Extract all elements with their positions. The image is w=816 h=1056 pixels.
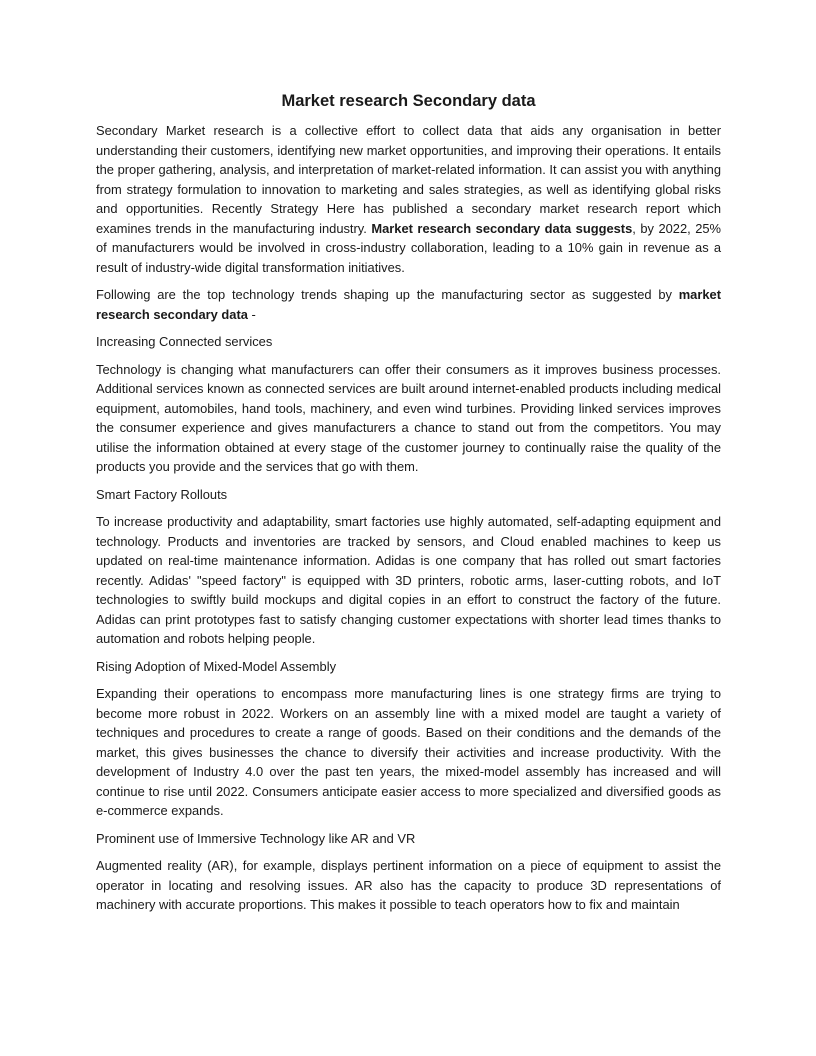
intro-p1-text: Secondary Market research is a collective effort to collect data that aids any organisation in better understanding their customers, identifying new market opportunities, and improving their operations. It entails the proper gathering, analysis, and interpretation of market-related information. It can assist you with anything from strategy formulation to innovation to marketing and sales strategies, as well as identifying global risks and opportunities. Recently Strategy Here has published a secondary market research report which examines trends in the manufacturing industry. xyxy=(96,123,721,236)
section-body-connected-services: Technology is changing what manufacturers can offer their consumers as it improves business processes. Additional services known as connected services are built around internet-enabled products including medical equipment, automobiles, hand tools, machinery, and even wind turbines. Providing linked services improves the consumer experience and gives manufacturers a chance to stand out from the competitors. You may utilise the information obtained at every stage of the customer journey to continually raise the quality of the products you provide and the services that go with them. xyxy=(96,361,721,474)
intro-paragraph-1 xyxy=(96,121,721,277)
intro-paragraph-2 xyxy=(96,285,721,324)
section-heading-immersive-tech: Prominent use of Immersive Technology like AR and VR xyxy=(96,830,416,846)
document-title: Market research Secondary data xyxy=(281,92,536,110)
document-page xyxy=(96,92,721,923)
section-body-smart-factory: To increase productivity and adaptability, smart factories use highly automated, self-adapting equipment and technology. Products and inventories are tracked by sensors, and Cloud enabled machines to keep us updated on real-time maintenance information. Adidas is one company that has rolled out smart factories recently. Adidas' "speed factory" is equipped with 3D printers, robotic arms, laser-cutting robots, and IoT technologies to swiftly build mockups and digital copies in an effort to construct the factory of the future. Adidas can print prototypes fast to satisfy changing customer expectations with shorter lead times thanks to automation and robots helping people. xyxy=(96,514,721,646)
section-body-mixed-model: Expanding their operations to encompass more manufacturing lines is one strategy firms are trying to become more robust in 2022. Workers on an assembly line with a mixed model are taught a variety of techniques and procedures to create a range of goods. Based on their conditions and the demands of the market, this gives businesses the chance to diversify their activities and increase productivity. With the development of Industry 4.0 over the past ten years, the mixed-model assembly has increased and will continue to rise until 2022. Consumers anticipate easier access to more specialized and diversified goods as e-commerce expands. xyxy=(96,686,721,818)
section-body-immersive-tech: Augmented reality (AR), for example, displays pertinent information on a piece of equipment to assist the operator in locating and resolving issues. AR also has the capacity to produce 3D representations of machinery with accurate proportions. This makes it possible to teach operators how to fix and maintain xyxy=(96,858,721,912)
intro-p1-tail: , by 2022, 25% of manufacturers would be involved in cross-industry collaboration, leading to a 10% gain in revenue as a result of industry-wide digital transformation initiatives. xyxy=(96,220,721,275)
intro-p1-bold: Market research secondary data suggests xyxy=(371,220,633,236)
intro-p2-text: Following are the top technology trends shaping up the manufacturing sector as suggested by xyxy=(96,287,679,302)
section-heading-mixed-model: Rising Adoption of Mixed-Model Assembly xyxy=(96,658,337,674)
section-heading-smart-factory: Smart Factory Rollouts xyxy=(96,486,228,502)
section-heading-connected-services: Increasing Connected services xyxy=(96,334,273,349)
intro-p2-tail: - xyxy=(247,306,256,322)
intro-p2-bold: market research secondary data xyxy=(96,287,721,322)
